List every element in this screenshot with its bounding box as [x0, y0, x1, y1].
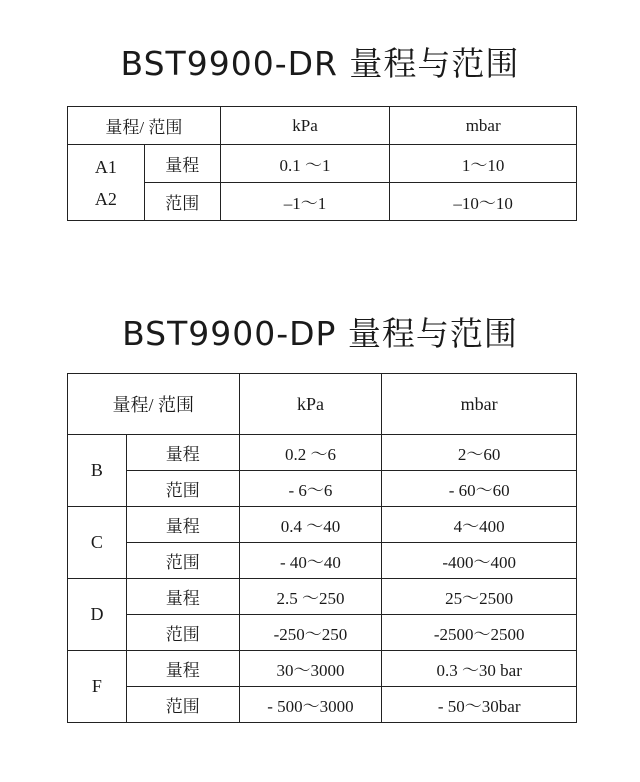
table-row	[68, 145, 577, 183]
table-row	[68, 687, 577, 723]
group-b-label: B	[68, 435, 127, 507]
mbar-value: - 50～30bar	[382, 687, 577, 723]
table-row	[68, 471, 577, 507]
table-row	[68, 507, 577, 543]
mbar-value: - 60～60	[382, 471, 577, 507]
header-range-label: 量程/ 范围	[68, 107, 221, 145]
table-header-row	[68, 107, 577, 145]
kpa-value: - 6～6	[239, 471, 382, 507]
kpa-value: 0.2 ～6	[239, 435, 382, 471]
kpa-value: 2.5 ～250	[239, 579, 382, 615]
dp-title: BST9900-DP 量程与范围	[122, 314, 518, 353]
row-label: 范围	[126, 687, 239, 723]
mbar-value: 0.3 ～30 bar	[382, 651, 577, 687]
table-row	[68, 183, 577, 221]
table-header-row	[68, 374, 577, 435]
row-label: 量程	[126, 651, 239, 687]
header-mbar: mbar	[382, 374, 577, 435]
group-c-label: C	[68, 507, 127, 579]
kpa-value: - 500～3000	[239, 687, 382, 723]
group-f-label: F	[68, 651, 127, 723]
table-row	[68, 543, 577, 579]
kpa-value: 0.1 ～1	[220, 145, 390, 183]
group-a1: A1	[94, 156, 117, 177]
kpa-value: -250～250	[239, 615, 382, 651]
dr-range-table	[67, 106, 577, 221]
mbar-value: -2500～2500	[382, 615, 577, 651]
mbar-value: –10～10	[390, 183, 577, 221]
kpa-value: –1～1	[220, 183, 390, 221]
mbar-value: 25～2500	[382, 579, 577, 615]
row-label: 范围	[144, 183, 220, 221]
mbar-value: 1～10	[390, 145, 577, 183]
row-label: 范围	[126, 543, 239, 579]
header-mbar: mbar	[390, 107, 577, 145]
group-a2: A2	[94, 188, 117, 209]
mbar-value: 4～400	[382, 507, 577, 543]
group-a-label	[68, 145, 145, 221]
mbar-value: -400～400	[382, 543, 577, 579]
row-label: 量程	[126, 579, 239, 615]
group-d-label: D	[68, 579, 127, 651]
row-label: 量程	[126, 507, 239, 543]
table-row	[68, 579, 577, 615]
dp-range-table	[67, 373, 577, 723]
header-kpa: kPa	[239, 374, 382, 435]
row-label: 范围	[126, 471, 239, 507]
row-label: 量程	[144, 145, 220, 183]
table-row	[68, 651, 577, 687]
table-row	[68, 435, 577, 471]
kpa-value: - 40～40	[239, 543, 382, 579]
kpa-value: 30～3000	[239, 651, 382, 687]
row-label: 范围	[126, 615, 239, 651]
mbar-value: 2～60	[382, 435, 577, 471]
header-range-label: 量程/ 范围	[68, 374, 240, 435]
header-kpa: kPa	[220, 107, 390, 145]
dr-title: BST9900-DR 量程与范围	[120, 44, 520, 83]
kpa-value: 0.4 ～40	[239, 507, 382, 543]
table-row	[68, 615, 577, 651]
row-label: 量程	[126, 435, 239, 471]
